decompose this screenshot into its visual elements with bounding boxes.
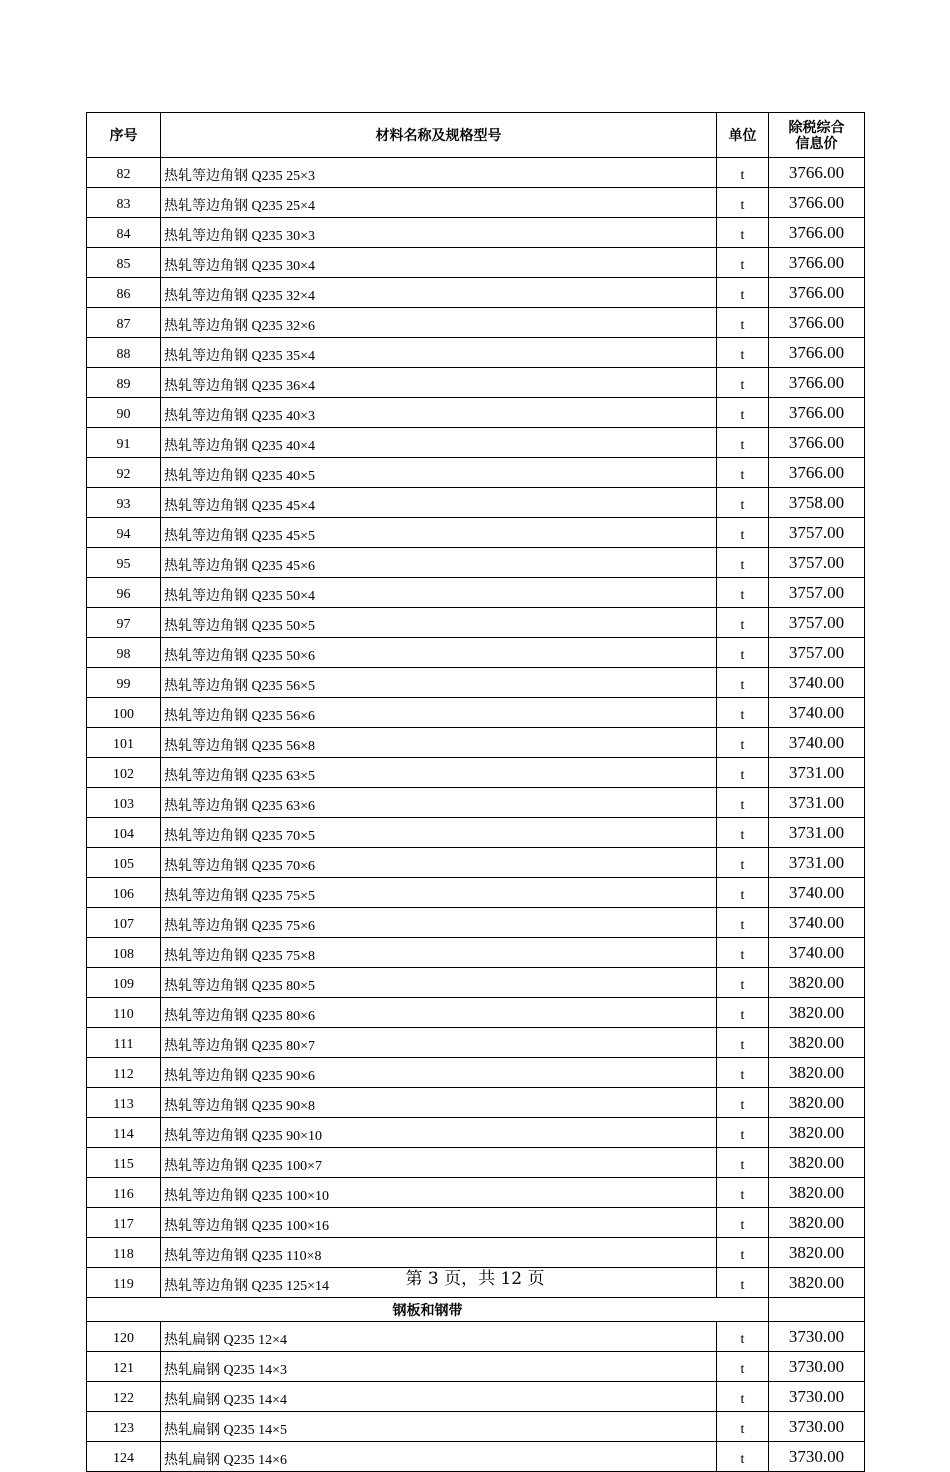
- cell-unit: t: [717, 218, 769, 248]
- table-row: [87, 488, 865, 518]
- cell-no: 100: [87, 698, 161, 728]
- cell-unit: t: [717, 368, 769, 398]
- table-row: [87, 1058, 865, 1088]
- cell-name: 热轧扁钢 Q235 14×5: [161, 1412, 717, 1442]
- cell-name: 热轧等边角钢 Q235 45×5: [161, 518, 717, 548]
- cell-unit: t: [717, 488, 769, 518]
- cell-no: 120: [87, 1322, 161, 1352]
- cell-name: 热轧等边角钢 Q235 30×3: [161, 218, 717, 248]
- cell-price: 3766.00: [769, 338, 865, 368]
- cell-name: 热轧等边角钢 Q235 90×8: [161, 1088, 717, 1118]
- cell-name: 热轧等边角钢 Q235 75×8: [161, 938, 717, 968]
- table-row: [87, 998, 865, 1028]
- header-price: [769, 113, 865, 158]
- cell-no: 87: [87, 308, 161, 338]
- cell-unit: t: [717, 548, 769, 578]
- cell-unit: t: [717, 998, 769, 1028]
- section-title: 钢板和钢带: [87, 1298, 769, 1322]
- header-name: 材料名称及规格型号: [161, 113, 717, 158]
- cell-name: 热轧扁钢 Q235 14×4: [161, 1382, 717, 1412]
- cell-no: 85: [87, 248, 161, 278]
- cell-price: 3820.00: [769, 1148, 865, 1178]
- cell-no: 98: [87, 638, 161, 668]
- cell-unit: t: [717, 1058, 769, 1088]
- cell-price: 3731.00: [769, 758, 865, 788]
- section-row: [87, 1298, 865, 1322]
- cell-price: 3766.00: [769, 218, 865, 248]
- cell-unit: t: [717, 1322, 769, 1352]
- table-row: [87, 458, 865, 488]
- cell-no: 109: [87, 968, 161, 998]
- cell-unit: t: [717, 308, 769, 338]
- cell-name: 热轧等边角钢 Q235 45×4: [161, 488, 717, 518]
- cell-price: 3740.00: [769, 728, 865, 758]
- cell-unit: t: [717, 248, 769, 278]
- table-row: [87, 1412, 865, 1442]
- cell-price: 3766.00: [769, 248, 865, 278]
- table-row: [87, 1178, 865, 1208]
- cell-name: 热轧等边角钢 Q235 45×6: [161, 548, 717, 578]
- cell-no: 83: [87, 188, 161, 218]
- cell-unit: t: [717, 908, 769, 938]
- cell-unit: t: [717, 668, 769, 698]
- cell-no: 92: [87, 458, 161, 488]
- cell-price: 3820.00: [769, 1268, 865, 1298]
- table-row: [87, 578, 865, 608]
- cell-no: 116: [87, 1178, 161, 1208]
- cell-unit: t: [717, 428, 769, 458]
- header-price-line2: 信息价: [795, 135, 838, 151]
- cell-name: 热轧等边角钢 Q235 125×14: [161, 1268, 717, 1298]
- table-row: [87, 1118, 865, 1148]
- cell-no: 115: [87, 1148, 161, 1178]
- header-row: [87, 113, 865, 158]
- table-row: [87, 1238, 865, 1268]
- table-row: [87, 188, 865, 218]
- cell-name: 热轧等边角钢 Q235 80×5: [161, 968, 717, 998]
- table-row: [87, 398, 865, 428]
- cell-price: 3820.00: [769, 1208, 865, 1238]
- cell-no: 110: [87, 998, 161, 1028]
- cell-unit: t: [717, 938, 769, 968]
- cell-name: 热轧等边角钢 Q235 40×5: [161, 458, 717, 488]
- section-header: [87, 1298, 865, 1322]
- cell-price: 3820.00: [769, 1088, 865, 1118]
- cell-price: 3766.00: [769, 428, 865, 458]
- cell-price: 3730.00: [769, 1442, 865, 1472]
- cell-price: 3731.00: [769, 818, 865, 848]
- cell-unit: t: [717, 578, 769, 608]
- cell-name: 热轧等边角钢 Q235 56×6: [161, 698, 717, 728]
- cell-price: 3766.00: [769, 368, 865, 398]
- cell-price: 3740.00: [769, 878, 865, 908]
- cell-name: 热轧扁钢 Q235 14×3: [161, 1352, 717, 1382]
- cell-name: 热轧等边角钢 Q235 56×5: [161, 668, 717, 698]
- cell-price: 3766.00: [769, 278, 865, 308]
- cell-name: 热轧等边角钢 Q235 63×6: [161, 788, 717, 818]
- cell-unit: t: [717, 1352, 769, 1382]
- cell-price: 3757.00: [769, 578, 865, 608]
- cell-name: 热轧等边角钢 Q235 36×4: [161, 368, 717, 398]
- cell-no: 93: [87, 488, 161, 518]
- cell-no: 95: [87, 548, 161, 578]
- table-row: [87, 698, 865, 728]
- cell-price: 3766.00: [769, 308, 865, 338]
- cell-unit: t: [717, 788, 769, 818]
- cell-price: 3820.00: [769, 1178, 865, 1208]
- cell-name: 热轧等边角钢 Q235 90×10: [161, 1118, 717, 1148]
- cell-price: 3820.00: [769, 1028, 865, 1058]
- cell-unit: t: [717, 698, 769, 728]
- cell-name: 热轧等边角钢 Q235 90×6: [161, 1058, 717, 1088]
- cell-name: 热轧等边角钢 Q235 40×3: [161, 398, 717, 428]
- header-price-line1: 除税综合: [788, 119, 845, 135]
- table-row: [87, 728, 865, 758]
- cell-no: 89: [87, 368, 161, 398]
- cell-price: 3731.00: [769, 788, 865, 818]
- cell-no: 88: [87, 338, 161, 368]
- cell-price: 3740.00: [769, 908, 865, 938]
- cell-no: 84: [87, 218, 161, 248]
- cell-no: 123: [87, 1412, 161, 1442]
- cell-no: 106: [87, 878, 161, 908]
- cell-name: 热轧扁钢 Q235 12×4: [161, 1322, 717, 1352]
- table-row: [87, 308, 865, 338]
- cell-price: 3820.00: [769, 1118, 865, 1148]
- cell-price: 3820.00: [769, 1058, 865, 1088]
- cell-price: 3820.00: [769, 998, 865, 1028]
- cell-unit: t: [717, 1238, 769, 1268]
- cell-name: 热轧等边角钢 Q235 30×4: [161, 248, 717, 278]
- cell-name: 热轧等边角钢 Q235 32×6: [161, 308, 717, 338]
- table-row: [87, 1322, 865, 1352]
- cell-unit: t: [717, 728, 769, 758]
- cell-unit: t: [717, 1028, 769, 1058]
- table-row: [87, 908, 865, 938]
- cell-unit: t: [717, 1118, 769, 1148]
- cell-price: 3730.00: [769, 1412, 865, 1442]
- cell-price: 3740.00: [769, 938, 865, 968]
- cell-price: 3740.00: [769, 668, 865, 698]
- header-unit: 单位: [717, 113, 769, 158]
- cell-name: 热轧等边角钢 Q235 80×7: [161, 1028, 717, 1058]
- cell-price: 3820.00: [769, 1238, 865, 1268]
- cell-name: 热轧等边角钢 Q235 32×4: [161, 278, 717, 308]
- cell-unit: t: [717, 338, 769, 368]
- cell-unit: t: [717, 1442, 769, 1472]
- cell-no: 86: [87, 278, 161, 308]
- cell-unit: t: [717, 1148, 769, 1178]
- cell-no: 108: [87, 938, 161, 968]
- table-row: [87, 218, 865, 248]
- table-row: [87, 548, 865, 578]
- cell-no: 94: [87, 518, 161, 548]
- table-row: [87, 248, 865, 278]
- cell-no: 107: [87, 908, 161, 938]
- cell-no: 91: [87, 428, 161, 458]
- table-row: [87, 938, 865, 968]
- cell-unit: t: [717, 398, 769, 428]
- table-row: [87, 368, 865, 398]
- cell-unit: t: [717, 848, 769, 878]
- cell-name: 热轧扁钢 Q235 14×6: [161, 1442, 717, 1472]
- cell-unit: t: [717, 518, 769, 548]
- cell-no: 101: [87, 728, 161, 758]
- cell-no: 111: [87, 1028, 161, 1058]
- cell-name: 热轧等边角钢 Q235 70×6: [161, 848, 717, 878]
- cell-unit: t: [717, 968, 769, 998]
- cell-name: 热轧等边角钢 Q235 63×5: [161, 758, 717, 788]
- table-row: [87, 668, 865, 698]
- table-row: [87, 1352, 865, 1382]
- table-row: [87, 788, 865, 818]
- cell-unit: t: [717, 608, 769, 638]
- cell-unit: t: [717, 638, 769, 668]
- rows-flat-steel: [87, 1322, 865, 1472]
- cell-no: 90: [87, 398, 161, 428]
- cell-price: 3766.00: [769, 158, 865, 188]
- table-row: [87, 158, 865, 188]
- cell-no: 103: [87, 788, 161, 818]
- cell-no: 105: [87, 848, 161, 878]
- cell-unit: t: [717, 818, 769, 848]
- cell-price: 3731.00: [769, 848, 865, 878]
- cell-unit: t: [717, 1268, 769, 1298]
- cell-name: 热轧等边角钢 Q235 75×6: [161, 908, 717, 938]
- cell-unit: t: [717, 1382, 769, 1412]
- cell-no: 114: [87, 1118, 161, 1148]
- table-row: [87, 608, 865, 638]
- cell-no: 117: [87, 1208, 161, 1238]
- cell-unit: t: [717, 158, 769, 188]
- cell-name: 热轧等边角钢 Q235 25×4: [161, 188, 717, 218]
- cell-unit: t: [717, 458, 769, 488]
- cell-name: 热轧等边角钢 Q235 80×6: [161, 998, 717, 1028]
- cell-price: 3730.00: [769, 1382, 865, 1412]
- cell-price: 3820.00: [769, 968, 865, 998]
- cell-unit: t: [717, 278, 769, 308]
- table-row: [87, 1088, 865, 1118]
- cell-no: 82: [87, 158, 161, 188]
- cell-no: 121: [87, 1352, 161, 1382]
- table-row: [87, 1148, 865, 1178]
- cell-price: 3766.00: [769, 188, 865, 218]
- cell-no: 119: [87, 1268, 161, 1298]
- cell-name: 热轧等边角钢 Q235 50×4: [161, 578, 717, 608]
- table-row: [87, 1208, 865, 1238]
- cell-price: 3757.00: [769, 548, 865, 578]
- cell-price: 3766.00: [769, 458, 865, 488]
- cell-name: 热轧等边角钢 Q235 25×3: [161, 158, 717, 188]
- table-row: [87, 758, 865, 788]
- table-row: [87, 1442, 865, 1472]
- cell-price: 3740.00: [769, 698, 865, 728]
- cell-name: 热轧等边角钢 Q235 50×5: [161, 608, 717, 638]
- cell-no: 124: [87, 1442, 161, 1472]
- cell-unit: t: [717, 878, 769, 908]
- table-row: [87, 878, 865, 908]
- table-row: [87, 338, 865, 368]
- cell-no: 102: [87, 758, 161, 788]
- cell-no: 97: [87, 608, 161, 638]
- cell-price: 3757.00: [769, 518, 865, 548]
- table-row: [87, 968, 865, 998]
- cell-no: 112: [87, 1058, 161, 1088]
- table-row: [87, 638, 865, 668]
- cell-name: 热轧等边角钢 Q235 75×5: [161, 878, 717, 908]
- table-row: [87, 1028, 865, 1058]
- cell-price: 3757.00: [769, 638, 865, 668]
- cell-name: 热轧等边角钢 Q235 50×6: [161, 638, 717, 668]
- cell-unit: t: [717, 1208, 769, 1238]
- table-row: [87, 278, 865, 308]
- cell-name: 热轧等边角钢 Q235 56×8: [161, 728, 717, 758]
- cell-name: 热轧等边角钢 Q235 110×8: [161, 1238, 717, 1268]
- cell-name: 热轧等边角钢 Q235 35×4: [161, 338, 717, 368]
- table-row: [87, 848, 865, 878]
- table-row: [87, 818, 865, 848]
- cell-name: 热轧等边角钢 Q235 100×7: [161, 1148, 717, 1178]
- cell-no: 96: [87, 578, 161, 608]
- cell-no: 122: [87, 1382, 161, 1412]
- cell-unit: t: [717, 1412, 769, 1442]
- table-row: [87, 1382, 865, 1412]
- cell-unit: t: [717, 758, 769, 788]
- cell-unit: t: [717, 1178, 769, 1208]
- rows-angle-steel: [87, 158, 865, 1298]
- cell-no: 104: [87, 818, 161, 848]
- cell-no: 113: [87, 1088, 161, 1118]
- cell-unit: t: [717, 188, 769, 218]
- cell-name: 热轧等边角钢 Q235 100×10: [161, 1178, 717, 1208]
- cell-price: 3757.00: [769, 608, 865, 638]
- cell-price: 3758.00: [769, 488, 865, 518]
- cell-price: 3766.00: [769, 398, 865, 428]
- cell-name: 热轧等边角钢 Q235 40×4: [161, 428, 717, 458]
- cell-name: 热轧等边角钢 Q235 70×5: [161, 818, 717, 848]
- cell-no: 118: [87, 1238, 161, 1268]
- cell-name: 热轧等边角钢 Q235 100×16: [161, 1208, 717, 1238]
- table-row: [87, 428, 865, 458]
- cell-price: 3730.00: [769, 1322, 865, 1352]
- cell-unit: t: [717, 1088, 769, 1118]
- page-footer: 第 3 页，共 12 页: [405, 1269, 545, 1289]
- cell-no: 99: [87, 668, 161, 698]
- header-no: 序号: [87, 113, 161, 158]
- table-row: [87, 518, 865, 548]
- section-price-empty: [769, 1298, 865, 1322]
- cell-price: 3730.00: [769, 1352, 865, 1382]
